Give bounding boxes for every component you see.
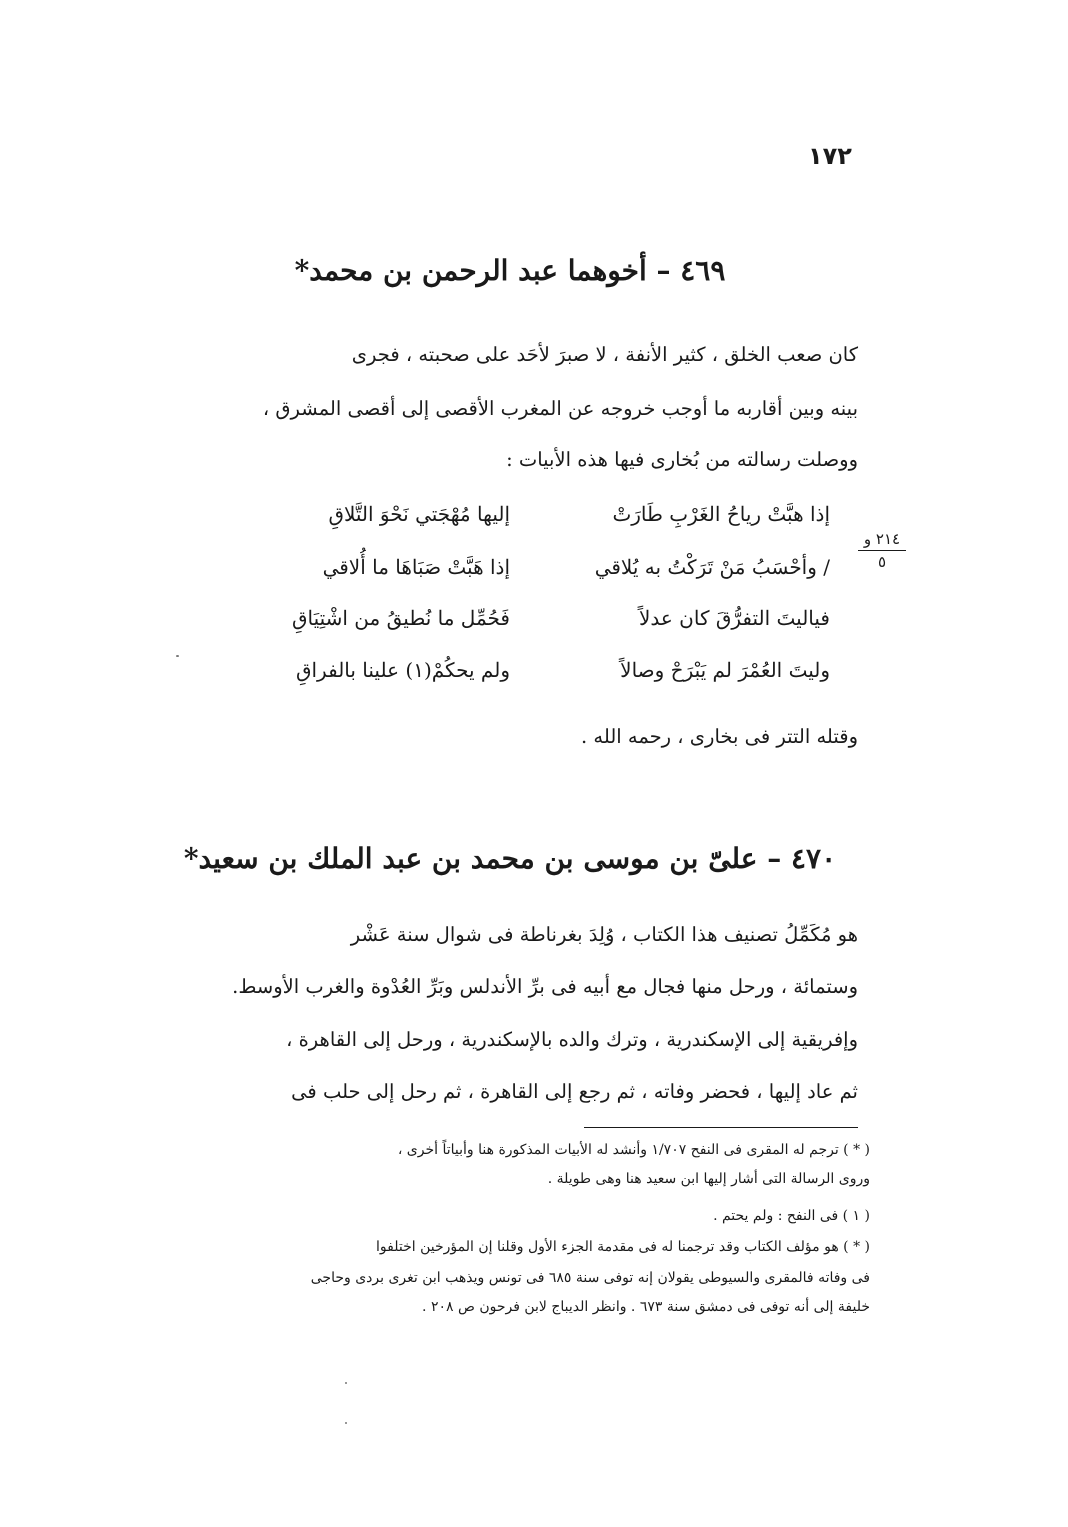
footnote-line: وروى الرسالة التى أشار إليها ابن سعيد هنا وهى طويلة . [547, 1171, 870, 1187]
verse-row [170, 555, 830, 595]
verse-second-hemistich: إليها مُهْجَتي نَحْوَ التَّلاقِ [328, 502, 510, 526]
margin-folio-rule [858, 550, 906, 551]
verse-row [170, 658, 830, 698]
verse-first-hemistich: / وأحْسَبُ مَنْ تَرَكْتُ به يُلاقي [594, 555, 830, 579]
scan-speck [345, 1422, 347, 1424]
entry-469-line: بينه وبين أقاربه ما أوجب خروجه عن المغرب الأقصى إلى أقصى المشرق ، [262, 397, 858, 420]
entry-469-line: كان صعب الخلق ، كثير الأنفة ، لا صبرَ لأحَد على صحبته ، فجرى [351, 343, 858, 366]
page-number: ١٧٢ [808, 142, 852, 170]
entry-470-line: هو مُكَمِّلُ تصنيف هذا الكتاب ، وُلِدَ بغرناطة فى شوال سنة عَشْر [350, 923, 858, 946]
footnote-line: فى وفاته فالمقرى والسيوطى يقولان إنه توفى سنة ٦٨٥ فى تونس ويذهب ابن تغرى بردى وحاجى [310, 1270, 870, 1286]
footnote-line: خليفة إلى أنه توفى فى دمشق سنة ٦٧٣ . وانظر الديباج لابن فرحون ص ٢٠٨ . [422, 1299, 870, 1315]
scan-speck [345, 1382, 347, 1384]
verse-row [170, 606, 830, 646]
footnote-line: ( * ) ترجم له المقرى فى النفح ١/٧٠٧ وأنشد له الأبيات المذكورة هنا وأبياتاً أخرى ، [397, 1142, 870, 1158]
entry-469-line: ووصلت رسالته من بُخارى فيها هذه الأبيات : [506, 448, 858, 471]
verse-first-hemistich: وليتَ العُمْرَ لم يَبْرَحْ وصالاً [620, 658, 830, 682]
footnote-line: ( ١ ) فى النفح : ولم يحتم . [713, 1208, 870, 1224]
footnote-divider [584, 1127, 858, 1128]
verse-second-hemistich: فَحُمِّل ما نُطيقُ من اشْتِيَاقِ [291, 606, 510, 630]
entry-470-heading: ٤٧٠ – علىّ بن موسى بن محمد بن عبد الملك بن سعيد* [183, 842, 837, 875]
margin-folio-number: ٢١٤ و [863, 530, 901, 548]
entry-470-line: وستمائة ، ورحل منها فجال مع أبيه فى برِّ الأندلس وبَرِّ العُدْوة والغرب الأوسط. [232, 975, 858, 998]
entry-470-line: وإفريقية إلى الإسكندرية ، وترك والده بالإسكندرية ، ورحل إلى القاهرة ، [286, 1028, 858, 1051]
verse-first-hemistich: فياليتَ التفرُّقَ كان عدلاً [638, 606, 830, 630]
margin-folio-note [852, 530, 912, 571]
entry-470-line: ثم عاد إليها ، فحضر وفاته ، ثم رجع إلى القاهرة ، ثم رحل إلى حلب فى [291, 1080, 858, 1103]
verse-row [170, 502, 830, 542]
margin-folio-line: ٥ [877, 553, 887, 571]
verse-first-hemistich: إذا هبَّتْ رياحُ الغَرْبِ طَارَتْ [612, 502, 830, 526]
entry-469-heading: ٤٦٩ – أخوهما عبد الرحمن بن محمد* [294, 254, 726, 287]
verse-second-hemistich: ولم يحكُمْ(١) علينا بالفراقِ [295, 658, 510, 682]
verse-second-hemistich: إذا هَبَّتْ صَبَاهَا ما أُلاقي [322, 555, 510, 579]
footnote-line: ( * ) هو مؤلف الكتاب وقد ترجمنا له فى مقدمة الجزء الأول وقلنا إن المؤرخين اختلفوا [376, 1239, 870, 1255]
entry-469-closing: وقتله التتر فى بخارى ، رحمه الله . [581, 725, 858, 748]
scan-speck [176, 655, 179, 657]
